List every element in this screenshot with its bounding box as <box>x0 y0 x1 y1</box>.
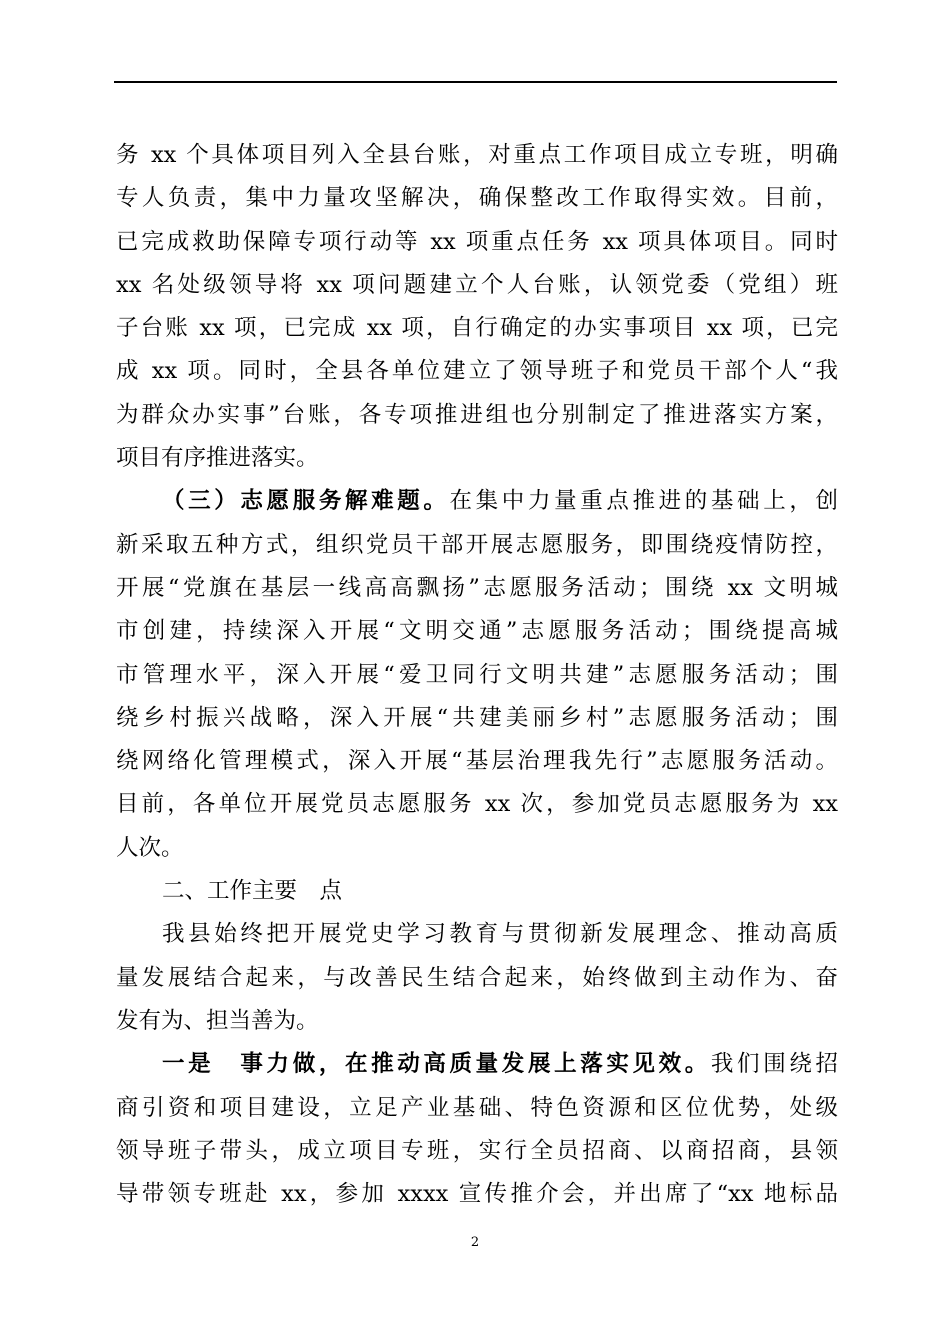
section-heading <box>116 870 838 913</box>
section-heading-text: 二、工作主要 点 <box>162 878 343 905</box>
text-line: 开展“党旗在基层一线高高飘扬”志愿服务活动；围绕 xx 文明城 <box>116 574 838 601</box>
text-line: 导带领专班赴 xx，参加 xxxx 宣传推介会，并出席了“xx 地标品 <box>116 1181 838 1208</box>
paragraph-lead-rest: 在集中力量重点推进的基础上，创 <box>449 488 838 515</box>
text-line: 人次。 <box>116 834 184 861</box>
text-line: 为群众办实事”台账，各专项推进组也分别制定了推进落实方案， <box>116 401 838 428</box>
text-line: 商引资和项目建设，立足产业基础、特色资源和区位优势，处级 <box>116 1094 838 1121</box>
page-number: 2 <box>470 1235 480 1250</box>
text-line: 发有为、担当善为。 <box>116 1007 319 1034</box>
text-line: 新采取五种方式，组织党员干部开展志愿服务，即围绕疫情防控， <box>116 531 838 558</box>
text-line: 市创建，持续深入开展“文明交通”志愿服务活动；围绕提高城 <box>116 618 838 645</box>
paragraph-lead: 一是 事力做，在推动高质量发展上落实见效。 <box>162 1051 711 1078</box>
paragraph-lead-rest: 我们围绕招 <box>710 1051 838 1078</box>
paragraph-lead: （三）志愿服务解难题。 <box>162 488 450 515</box>
text-line: 已完成救助保障专项行动等 xx 项重点任务 xx 项具体项目。同时 <box>116 228 838 255</box>
text-line: 目前，各单位开展党员志愿服务 xx 次，参加党员志愿服务为 xx <box>116 791 838 818</box>
paragraph-2 <box>116 480 838 870</box>
paragraph-3 <box>116 913 838 1043</box>
text-line <box>116 480 838 523</box>
text-line <box>116 1043 838 1086</box>
text-line: 专人负责，集中力量攻坚解决，确保整改工作取得实效。目前， <box>116 185 838 212</box>
document-body <box>116 134 838 1216</box>
text-line: 子台账 xx 项，已完成 xx 项，自行确定的办实事项目 xx 项，已完 <box>116 315 838 342</box>
paragraph-1 <box>116 134 838 480</box>
text-line: 领导班子带头，成立项目专班，实行全员招商、以商招商，县领 <box>116 1137 838 1164</box>
text-line: 项目有序推进落实。 <box>116 445 319 472</box>
text-line: 量发展结合起来，与改善民生结合起来，始终做到主动作为、奋 <box>116 964 838 991</box>
text-line: 绕网络化管理模式，深入开展“基层治理我先行”志愿服务活动。 <box>116 748 838 775</box>
text-line: xx 名处级领导将 xx 项问题建立个人台账，认领党委（党组）班 <box>116 271 838 298</box>
header-rule <box>114 81 837 83</box>
text-line: 绕乡村振兴战略，深入开展“共建美丽乡村”志愿服务活动；围 <box>116 704 838 731</box>
text-line: 务 xx 个具体项目列入全县台账，对重点工作项目成立专班，明确 <box>116 142 838 168</box>
text-line: 成 xx 项。同时，全县各单位建立了领导班子和党员干部个人“我 <box>116 358 838 385</box>
text-line: 我县始终把开展党史学习教育与贯彻新发展理念、推动高质 <box>162 921 838 948</box>
paragraph-4 <box>116 1043 838 1216</box>
text-line: 市管理水平，深入开展“爱卫同行文明共建”志愿服务活动；围 <box>116 661 838 688</box>
